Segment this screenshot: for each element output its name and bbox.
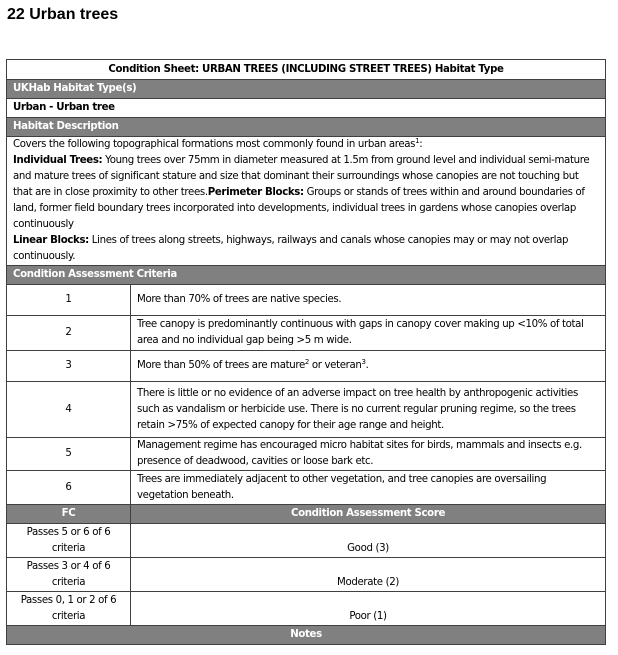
description-row bbox=[7, 137, 606, 266]
score-row bbox=[7, 524, 606, 558]
perimeter-blocks-text: Groups or stands of trees within and around boundaries of land, former field boundary trees incorporated into developments, individual trees in gardens whose canopies overlap continuously bbox=[13, 187, 585, 230]
criteria-number: 4 bbox=[7, 382, 131, 438]
fc-value: Passes 0, 1 or 2 of 6 criteria bbox=[7, 592, 131, 626]
footnote-1: 1 bbox=[415, 137, 420, 145]
score-row bbox=[7, 592, 606, 626]
criteria-row bbox=[7, 316, 606, 351]
linear-blocks-label: Linear Blocks: bbox=[13, 235, 89, 246]
description-text bbox=[7, 137, 606, 266]
condition-sheet-table bbox=[6, 59, 606, 645]
score-header-row bbox=[7, 505, 606, 524]
description-header-row bbox=[7, 118, 606, 137]
score-value: Good (3) bbox=[131, 524, 606, 558]
score-value: Moderate (2) bbox=[131, 558, 606, 592]
individual-trees-text: Young trees over 75mm in diameter measured at 1.5m from ground level and individual semi-mature and mature trees of significant stature and size that dominant their surroundings whose canopies are not touching but that are in close proximity to other trees. bbox=[13, 155, 590, 198]
criteria-text: There is little or no evidence of an adverse impact on tree health by anthropogenic activities such as vandalism or herbicide use. There is no current regular pruning regime, so the trees retain >75% of expected canopy for their age range and height. bbox=[131, 382, 606, 438]
ukhab-value-row bbox=[7, 99, 606, 118]
criteria-row bbox=[7, 382, 606, 438]
criteria-3-text-a: More than 50% of trees are mature bbox=[137, 360, 305, 371]
fc-value: Passes 5 or 6 of 6 criteria bbox=[7, 524, 131, 558]
criteria-row bbox=[7, 471, 606, 505]
footnote-3: 3 bbox=[361, 358, 366, 366]
description-header: Habitat Description bbox=[7, 118, 606, 137]
score-row bbox=[7, 558, 606, 592]
criteria-header: Condition Assessment Criteria bbox=[7, 266, 606, 285]
score-value: Poor (1) bbox=[131, 592, 606, 626]
criteria-number: 5 bbox=[7, 438, 131, 471]
criteria-number: 6 bbox=[7, 471, 131, 505]
criteria-text: Management regime has encouraged micro habitat sites for birds, mammals and insects e.g. presence of deadwood, cavities or loose bark etc. bbox=[131, 438, 606, 471]
ukhab-header: UKHab Habitat Type(s) bbox=[7, 80, 606, 99]
individual-trees-label: Individual Trees: bbox=[13, 155, 103, 166]
criteria-number: 2 bbox=[7, 316, 131, 351]
criteria-number: 3 bbox=[7, 351, 131, 382]
fc-value: Passes 3 or 4 of 6 criteria bbox=[7, 558, 131, 592]
footnote-2: 2 bbox=[304, 358, 309, 366]
sheet-title-row bbox=[7, 60, 606, 80]
criteria-text: More than 70% of trees are native species. bbox=[131, 285, 606, 316]
criteria-row bbox=[7, 285, 606, 316]
criteria-row bbox=[7, 438, 606, 471]
sheet-title: Condition Sheet: URBAN TREES (INCLUDING STREET TREES) Habitat Type bbox=[7, 60, 606, 80]
description-intro: Covers the following topographical formations most commonly found in urban areas bbox=[13, 139, 416, 150]
notes-header: Notes bbox=[7, 626, 606, 645]
ukhab-header-row bbox=[7, 80, 606, 99]
description-intro-end: : bbox=[419, 139, 423, 150]
fc-header: FC bbox=[7, 505, 131, 524]
linear-blocks-text: Lines of trees along streets, highways, railways and canals whose canopies may or may not overlap continuously. bbox=[13, 235, 569, 262]
perimeter-blocks-label: Perimeter Blocks: bbox=[207, 187, 304, 198]
criteria-text bbox=[131, 351, 606, 382]
ukhab-value: Urban - Urban tree bbox=[7, 99, 606, 118]
criteria-3-text-b: or veteran bbox=[308, 360, 362, 371]
criteria-text: Trees are immediately adjacent to other vegetation, and tree canopies are oversailing vegetation beneath. bbox=[131, 471, 606, 505]
criteria-text: Tree canopy is predominantly continuous with gaps in canopy cover making up <10% of total area and no individual gap being >5 m wide. bbox=[131, 316, 606, 351]
score-header: Condition Assessment Score bbox=[131, 505, 606, 524]
criteria-header-row bbox=[7, 266, 606, 285]
page-title: 22 Urban trees bbox=[7, 6, 119, 23]
criteria-number: 1 bbox=[7, 285, 131, 316]
notes-header-row bbox=[7, 626, 606, 645]
criteria-row bbox=[7, 351, 606, 382]
criteria-3-text-c: . bbox=[365, 360, 369, 371]
